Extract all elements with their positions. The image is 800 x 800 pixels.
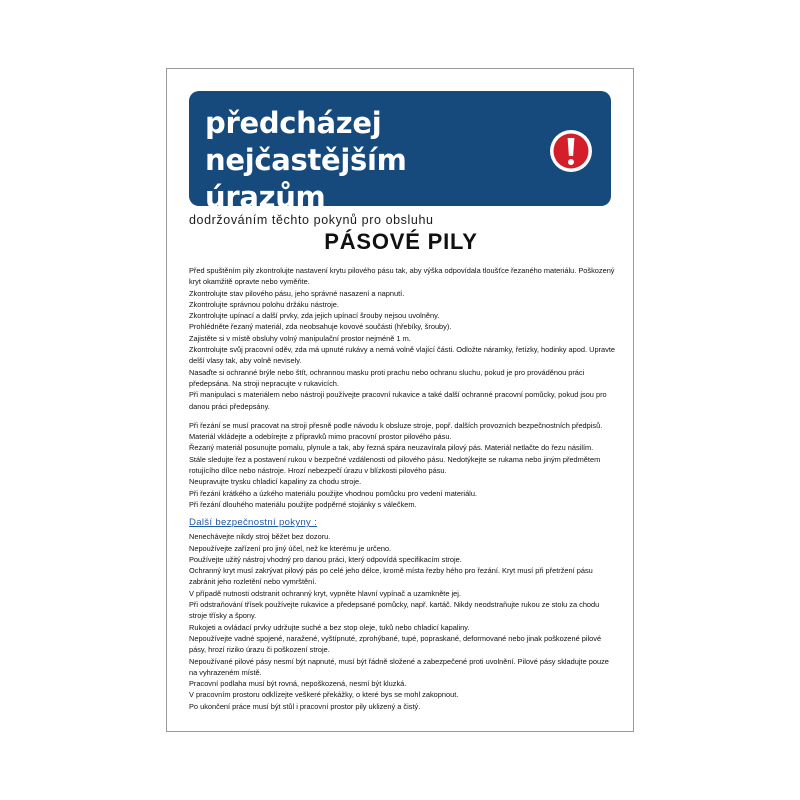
instruction-line: V případě nutnosti odstranit ochranný kryt, vypněte hlavní vypínač a uzamkněte jej. [189,588,461,598]
instruction-line: Pracovní podlaha musí být rovná, nepoškozená, nesmí být kluzká. [189,679,407,689]
instruction-line: Zkontrolujte upínací a další prvky, zda jejich upínací šrouby nejsou uvolněny. [189,311,440,321]
instruction-line: Při odstraňování třísek používejte rukavice a předepsané pomůcky, např. kartáč. Nikdy neodstraňujte rukou ze stolu za chodu stroje třísky a špony. [189,600,600,621]
instruction-line: Stále sledujte řez a postavení rukou v bezpečné vzdálenosti od pilového pásu. Nedotýkejte se rukama nebo jiným předmětem rotujícího dílce nebo nástroje. Hrozí nebezpečí úrazu v blízkosti pilového pásu. [189,454,601,476]
instruction-line: Prohlédněte řezaný materiál, zda neobsahuje kovové součásti (hřebíky, šrouby). [189,322,452,332]
instructions-group-3 [189,531,619,712]
instruction-line: Před spuštěním pily zkontrolujte nastavení krytu pilového pásu tak, aby výška odpovídala tloušťce řezaného materiálu. Poškozený kryt okamžitě opravte nebo vyměňte. [189,266,615,287]
instruction-line: Nepoužívané pilové pásy nesmí být napnuté, musí být řádně složené a zabezpečené proti uvolnění. Pilové pásy skladujte pouze na vyhrazeném místě. [189,656,609,677]
instruction-line: Po ukončení práce musí být stůl i pracovní prostor pily uklizený a čistý. [189,701,421,711]
exclamation-icon [549,129,593,173]
group-gap [189,412,619,420]
instruction-line: Při manipulaci s materiálem nebo nástroji používejte pracovní rukavice a také další ochranné pracovní pomůcky, pokud jsou pro danou práci předepsány. [189,390,607,411]
section-title: Další bezpečnostní pokyny : [189,517,318,529]
warning-banner [189,91,611,214]
instructions-group-1 [189,265,619,412]
banner-title: předcházej nejčastějším úrazům [205,106,407,214]
subtitle: dodržováním těchto pokynů pro obsluhu [189,213,434,227]
instruction-line: Nasaďte si ochranné brýle nebo štít, ochrannou masku proti prachu nebo ochranu sluchu, pokud je pro prováděnou práci předepsána. Na stroji nepracujte v rukavicích. [189,367,585,388]
instructions-group-2 [189,420,619,510]
instruction-line: Při řezání krátkého a úzkého materiálu použijte vhodnou pomůcku pro vedení materiálu. [189,488,477,498]
instruction-line: Používejte užitý nástroj vhodný pro danou práci, který odpovídá specifikacím stroje. [189,554,462,564]
instruction-line: Při řezání dlouhého materiálu použijte podpěrné stojánky s válečkem. [189,499,417,509]
sign-heading: PÁSOVÉ PILY [324,229,478,254]
instructions-body [189,265,619,712]
instruction-line: Nenechávejte nikdy stroj běžet bez dozoru. [189,532,331,542]
instruction-line: Zkontrolujte stav pilového pásu, jeho správné nasazení a napnutí. [189,288,405,298]
instruction-line: Neupravujte trysku chladicí kapaliny za chodu stroje. [189,477,362,487]
instruction-line: Ochranný kryt musí zakrývat pilový pás po celé jeho délce, kromě místa řezby hého pro řezání. Kryt musí při přetržení pásu zabránit jeho rozletění nebo vymrštění. [189,566,593,587]
instruction-line: Zkontrolujte svůj pracovní oděv, zda má upnuté rukávy a nemá volně vlající části. Odložte náramky, řetízky, hodinky apod. Upravte delší vlasy tak, aby volně nevisely. [189,345,615,366]
instruction-line: Nepoužívejte vadné spojené, naražené, vyštípnuté, zprohýbané, tupé, popraskané, deformované nebo jinak poškozené pilové pásy, hrozí riziko úrazu či poškození stroje. [189,633,602,655]
instruction-line: V pracovním prostoru odklízejte veškeré překážky, o které bys se mohl zakopnout. [189,690,459,700]
instruction-line: Nepoužívejte zařízení pro jiný účel, než ke kterému je určeno. [189,543,392,553]
instruction-line: Při řezání se musí pracovat na stroji přesně podle návodu k obsluze stroje, popř. dalších provozních bezpečnostních předpisů. [189,420,603,430]
safety-sign [166,68,634,732]
instruction-line: Zkontrolujte správnou polohu držáku nástroje. [189,299,339,309]
instruction-line: Řezaný materiál posunujte pomalu, plynule a tak, aby řezná spára neuzavírala pilový pás. Materiál netlačte do řezu násilím. [189,443,594,453]
instruction-line: Materiál vkládejte a odebírejte z přípravků mimo pracovní prostor pilového pásu. [189,432,452,442]
instruction-line: Zajistěte si v místě obsluhy volný manipulační prostor nejméně 1 m. [189,333,411,343]
instruction-line: Rukojeti a ovládací prvky udržujte suché a bez stop oleje, tuků nebo chladicí kapaliny. [189,622,470,632]
